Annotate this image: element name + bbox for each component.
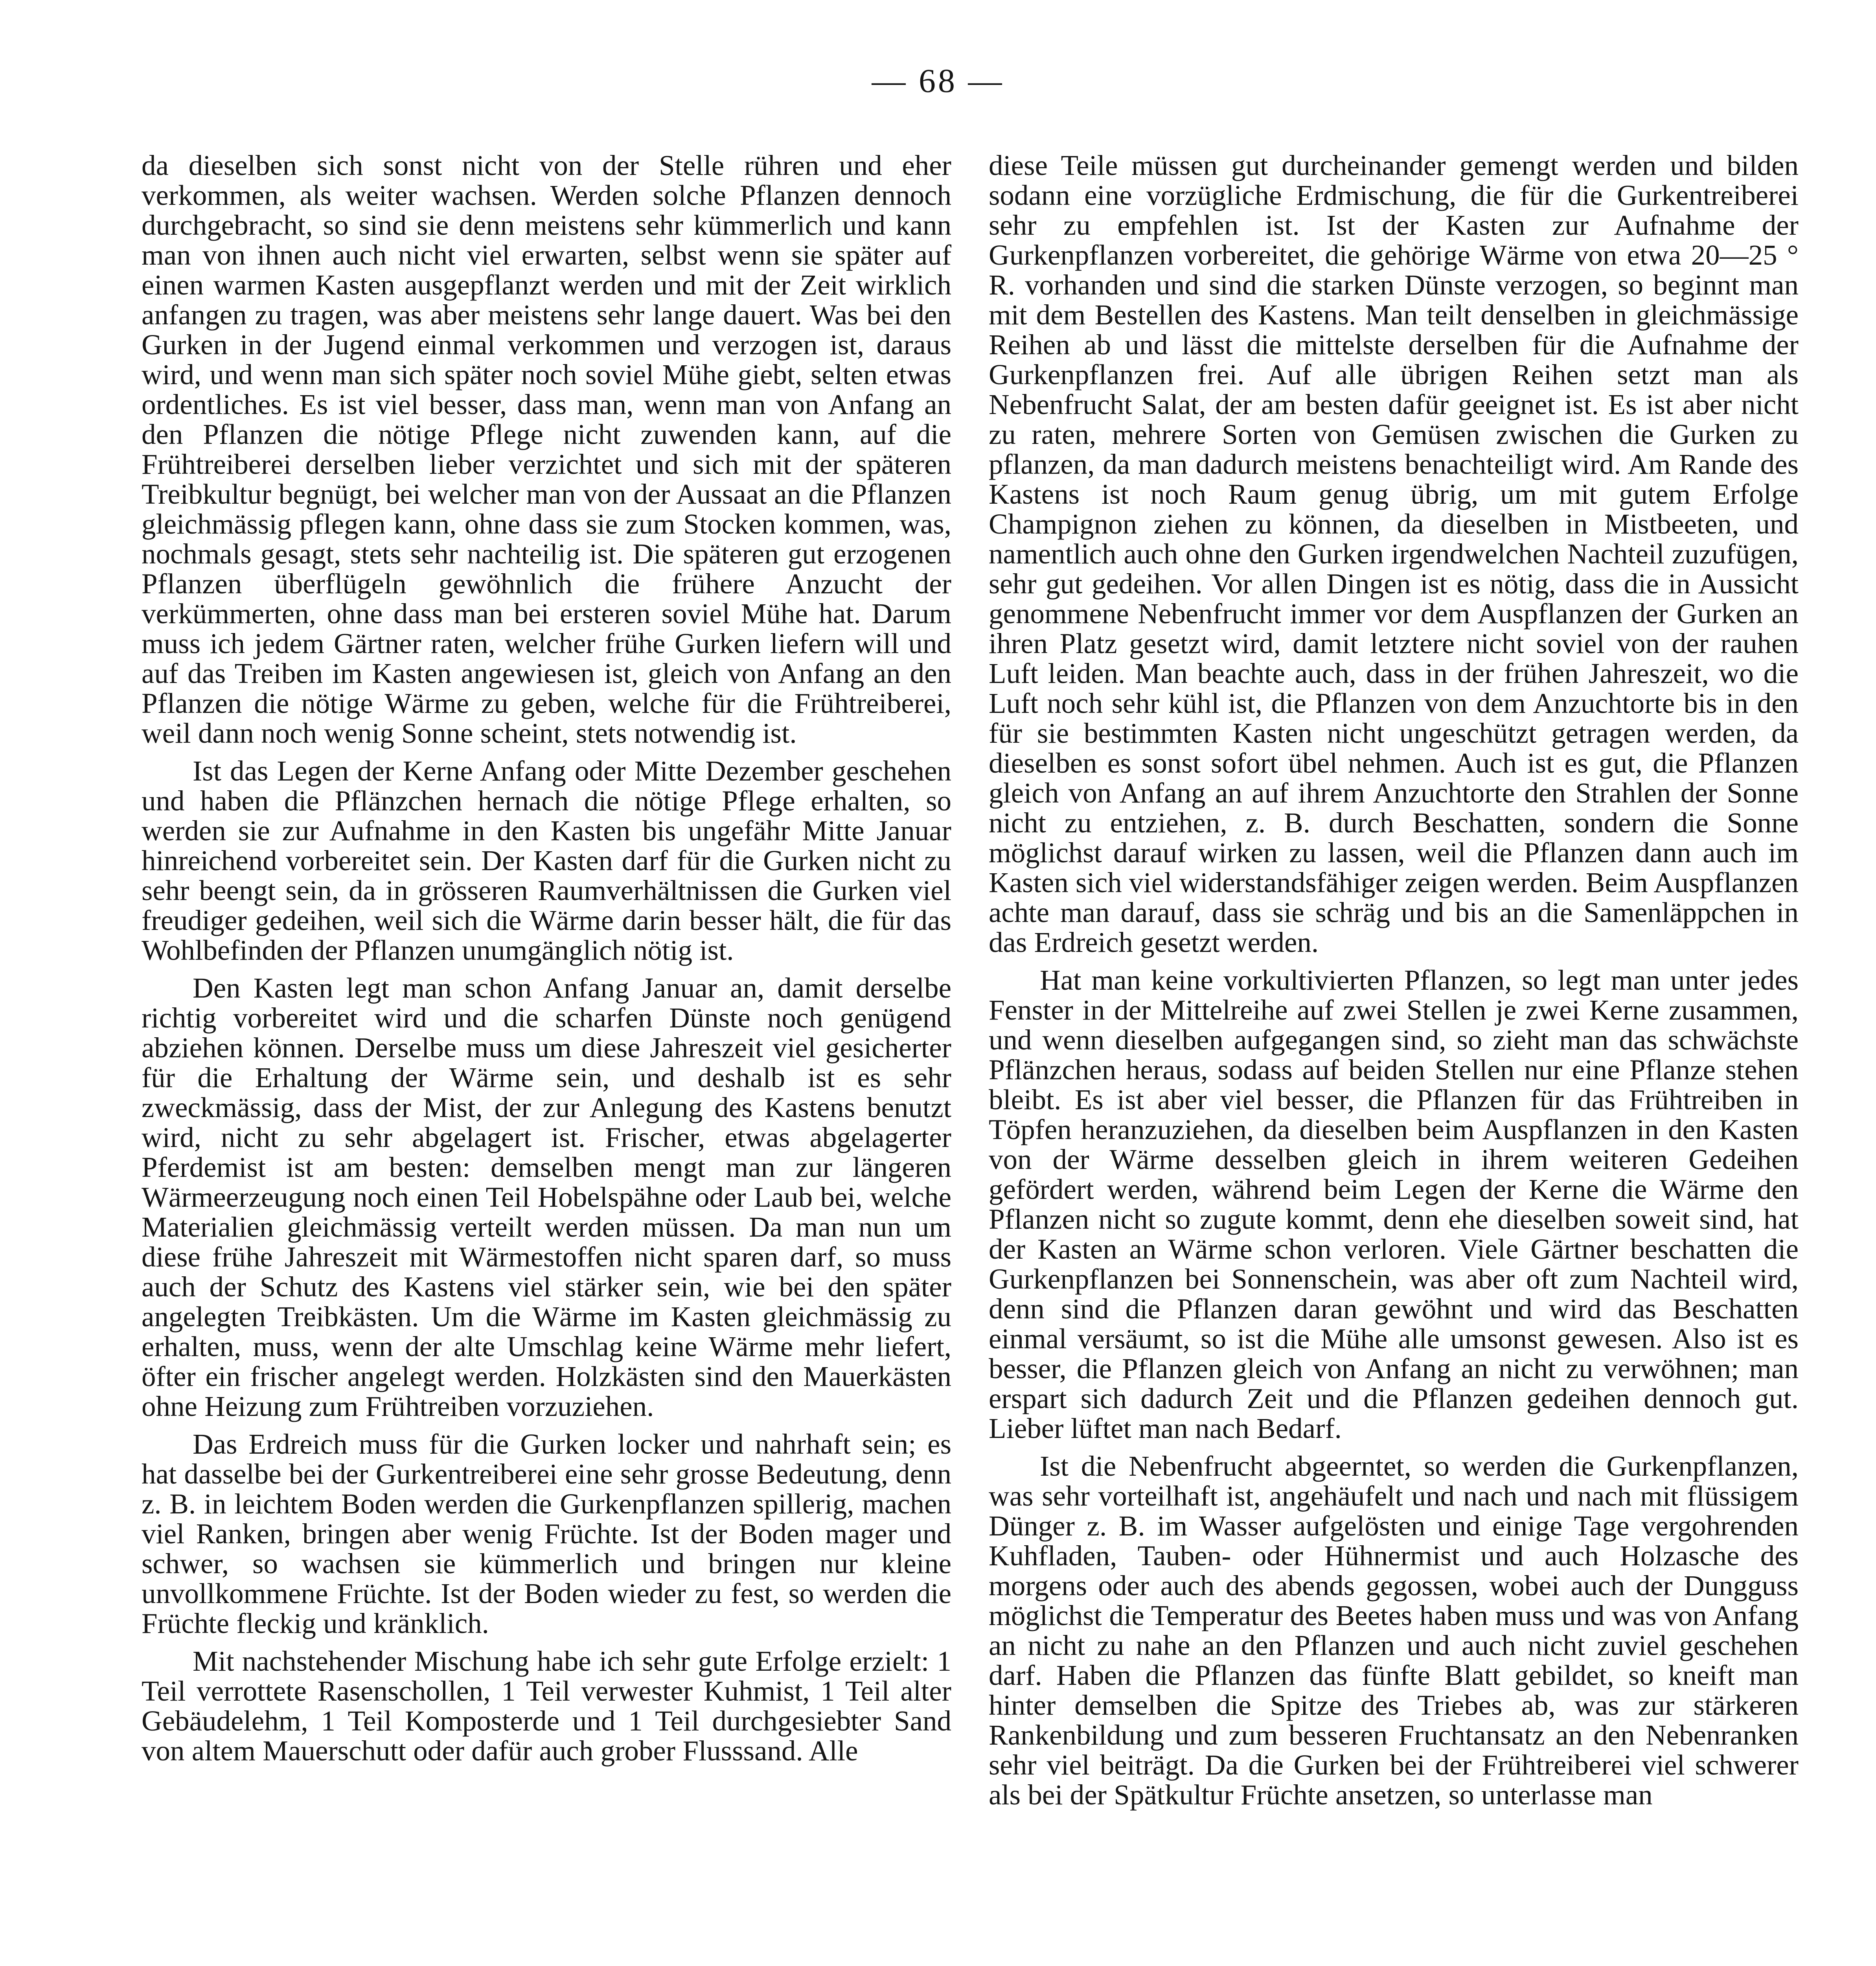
paragraph: Mit nachstehender Mischung habe ich sehr gute Erfolge erzielt: 1 Teil verrottete Rasenschollen, 1 Teil verwester Kuhmist, 1 Teil alter Gebäudelehm, 1 Teil Komposterde und 1 Teil durchgesiebter Sand von altem Mauerschutt oder dafür auch grober Flusssand. Alle	[142, 1645, 951, 1767]
paragraph: Ist das Legen der Kerne Anfang oder Mitte Dezember geschehen und haben die Pflänzchen hernach die nötige Pflege erhalten, so werden sie zur Aufnahme in den Kasten bis ungefähr Mitte Januar hinreichend vorbereitet sein. Der Kasten darf für die Gurken nicht zu sehr beengt sein, da in grösseren Raumverhältnissen die Gurken viel freudiger gedeihen, weil sich die Wärme darin besser hält, die für das Wohlbefinden der Pflanzen unumgänglich nötig ist.	[142, 755, 951, 966]
paragraph: diese Teile müssen gut durcheinander gemengt werden und bilden sodann eine vorzügliche Erdmischung, die für die Gurkentreiberei sehr zu empfehlen ist. Ist der Kasten zur Aufnahme der Gurkenpflanzen vorbereitet, die gehörige Wärme von etwa 20—25 ° R. vorhanden und sind die starken Dünste verzogen, so beginnt man mit dem Bestellen des Kastens. Man teilt denselben in gleichmässige Reihen ab und lässt die mittelste derselben für die Aufnahme der Gurkenpflanzen frei. Auf alle übrigen Reihen setzt man als Nebenfrucht Salat, der am besten dafür geeignet ist. Es ist aber nicht zu raten, mehrere Sorten von Gemüsen zwischen die Gurken zu pflanzen, da man dadurch meistens benachteiligt wird. Am Rande des Kastens ist noch Raum genug übrig, um mit gutem Erfolge Champignon ziehen zu können, da dieselben in Mistbeeten, und namentlich auch ohne den Gurken irgendwelchen Nachteil zuzufügen, sehr gut gedeihen. Vor allen Dingen ist es nötig, dass die in Aussicht genommene Nebenfrucht immer vor dem Auspflanzen der Gurken an ihren Platz gesetzt wird, damit letztere nicht soviel von der rauhen Luft leiden. Man beachte auch, dass in der frühen Jahreszeit, wo die Luft noch sehr kühl ist, die Pflanzen von dem Anzuchtorte bis in den für sie bestimmten Kasten nicht ungeschützt getragen werden, da dieselben es sonst sofort übel nehmen. Auch ist es gut, die Pflanzen gleich von Anfang an auf ihrem Anzuchtorte den Strahlen der Sonne nicht zu entziehen, z. B. durch Beschatten, sondern die Sonne möglichst darauf wirken zu lassen, weil die Pflanzen dann auch im Kasten sich viel widerstandsfähiger zeigen werden. Beim Auspflanzen achte man darauf, dass sie schräg und bis an die Samenläppchen in das Erdreich gesetzt werden.	[989, 149, 1799, 958]
paragraph: Den Kasten legt man schon Anfang Januar an, damit derselbe richtig vorbereitet wird und die scharfen Dünste noch genügend abziehen können. Derselbe muss um diese Jahreszeit viel gesicherter für die Erhaltung der Wärme sein, und deshalb ist es sehr zweckmässig, dass der Mist, der zur Anlegung des Kastens benutzt wird, nicht zu sehr abgelagert ist. Frischer, etwas abgelagerter Pferdemist ist am besten: demselben mengt man zur längeren Wärmeerzeugung noch einen Teil Hobelspähne oder Laub bei, welche Materialien gleichmässig verteilt werden müssen. Da man nun um diese frühe Jahreszeit mit Wärmestoffen nicht sparen darf, so muss auch der Schutz des Kastens viel stärker sein, wie bei den später angelegten Treibkästen. Um die Wärme im Kasten gleichmässig zu erhalten, muss, wenn der alte Umschlag keine Wärme mehr liefert, öfter ein frischer angelegt werden. Holzkästen sind den Mauerkästen ohne Heizung zum Frühtreiben vorzuziehen.	[142, 972, 951, 1422]
paragraph: Ist die Nebenfrucht abgeerntet, so werden die Gurkenpflanzen, was sehr vorteilhaft ist, angehäufelt und nach und nach mit flüssigem Dünger z. B. im Wasser aufgelösten und einige Tage vergohrenden Kuhfladen, Tauben- oder Hühnermist und auch Holzasche des morgens oder auch des abends gegossen, wobei auch der Dungguss möglichst die Temperatur des Beetes haben muss und was von Anfang an nicht zu nahe an den Pflanzen und auch nicht zuviel geschehen darf. Haben die Pflanzen das fünfte Blatt gebildet, so kneift man hinter demselben die Spitze des Triebes ab, was zur stärkeren Rankenbildung und zum besseren Fruchtansatz an den Nebenranken sehr viel beiträgt. Da die Gurken bei der Frühtreiberei viel schwerer als bei der Spätkultur Früchte ansetzen, so unterlasse man	[989, 1450, 1799, 1811]
page-number: — 68 —	[872, 62, 1004, 99]
left-column	[142, 151, 951, 1774]
paragraph: Das Erdreich muss für die Gurken locker und nahrhaft sein; es hat dasselbe bei der Gurkentreiberei eine sehr grosse Bedeutung, denn z. B. in leichtem Boden werden die Gurkenpflanzen spillerig, machen viel Ranken, bringen aber wenig Früchte. Ist der Boden mager und schwer, so wachsen sie kümmerlich und bringen nur kleine unvollkommene Früchte. Ist der Boden wieder zu fest, so werden die Früchte fleckig und kränklich.	[142, 1428, 951, 1639]
paragraph: Hat man keine vorkultivierten Pflanzen, so legt man unter jedes Fenster in der Mittelreihe auf zwei Stellen je zwei Kerne zusammen, und wenn dieselben aufgegangen sind, so zieht man das schwächste Pflänzchen heraus, sodass auf beiden Stellen nur eine Pflanze stehen bleibt. Es ist aber viel besser, die Pflanzen für das Frühtreiben in Töpfen heranzuziehen, da dieselben beim Auspflanzen in den Kasten von der Wärme desselben gleich in ihrem weiteren Gedeihen gefördert werden, während beim Legen der Kerne die Wärme den Pflanzen nicht so zugute kommt, denn ehe dieselben soweit sind, hat der Kasten an Wärme schon verloren. Viele Gärtner beschatten die Gurkenpflanzen bei Sonnenschein, was aber oft zum Nachteil wird, denn sind die Pflanzen daran gewöhnt und wird das Beschatten einmal versäumt, so ist die Mühe alle umsonst gewesen. Also ist es besser, die Pflanzen gleich von Anfang an nicht zu verwöhnen; man erspart sich dadurch Zeit und die Pflanzen gedeihen dennoch gut. Lieber lüftet man nach Bedarf.	[989, 964, 1799, 1444]
right-column	[989, 151, 1799, 1818]
paragraph: da dieselben sich sonst nicht von der Stelle rühren und eher verkommen, als weiter wachsen. Werden solche Pflanzen dennoch durchgebracht, so sind sie denn meistens sehr kümmerlich und kann man von ihnen auch nicht viel erwarten, selbst wenn sie später auf einen warmen Kasten ausgepflanzt werden und mit der Zeit wirklich anfangen zu tragen, was aber meistens sehr lange dauert. Was bei den Gurken in der Jugend einmal verkommen und verzogen ist, daraus wird, und wenn man sich später noch soviel Mühe giebt, selten etwas ordentliches. Es ist viel besser, dass man, wenn man von Anfang an den Pflanzen die nötige Pflege nicht zuwenden kann, auf die Frühtreiberei derselben lieber verzichtet und sich mit der späteren Treibkultur begnügt, bei welcher man von der Aussaat an die Pflanzen gleichmässig pflegen kann, ohne dass sie zum Stocken kommen, was, nochmals gesagt, stets sehr nachteilig ist. Die späteren gut erzogenen Pflanzen überflügeln gewöhnlich die frühere Anzucht der verkümmerten, ohne dass man bei ersteren soviel Mühe hat. Darum muss ich jedem Gärtner raten, welcher frühe Gurken liefern will und auf das Treiben im Kasten angewiesen ist, gleich von Anfang an den Pflanzen die nötige Wärme zu geben, welche für die Frühtreiberei, weil dann noch wenig Sonne scheint, stets notwendig ist.	[142, 149, 951, 749]
